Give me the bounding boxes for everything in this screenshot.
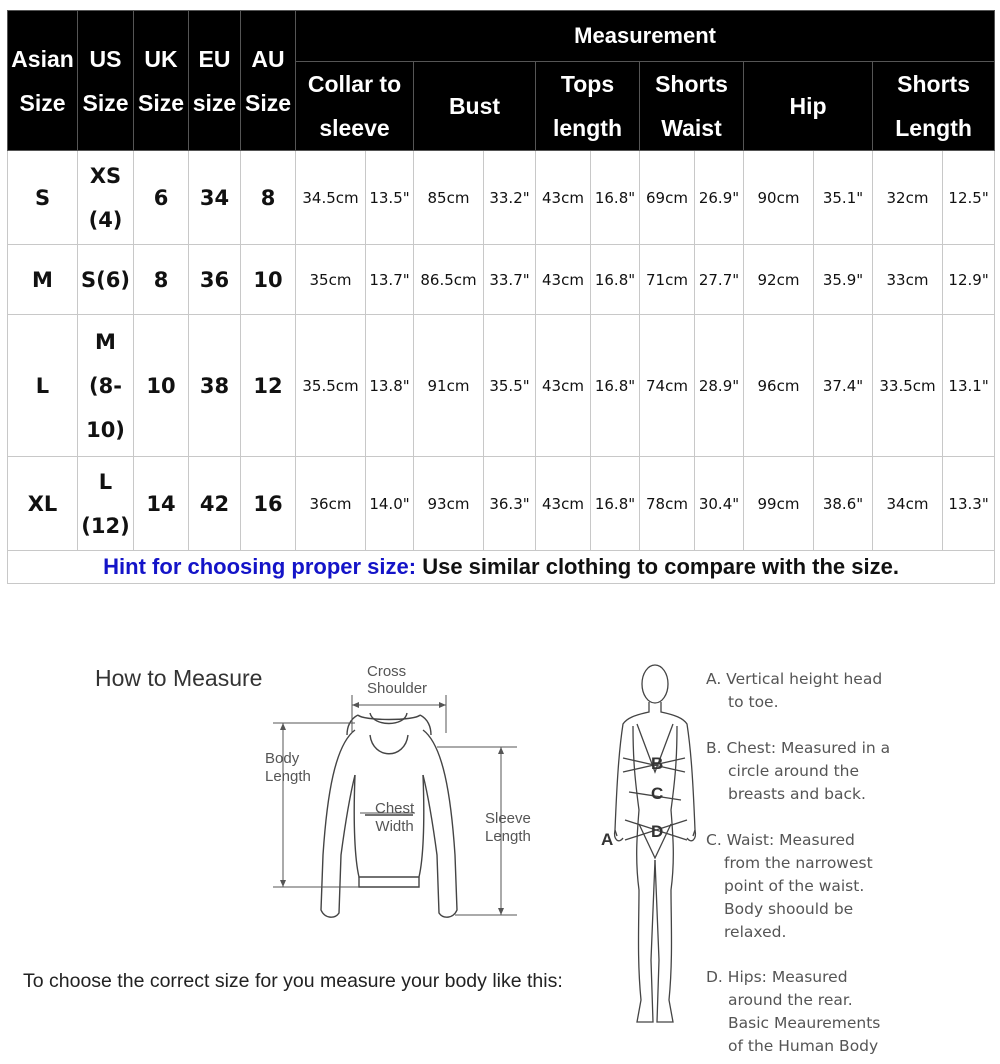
eu-size-cell: 42	[189, 457, 241, 551]
note-c: C. Waist: Measured from the narrowest point of the waist. Body shoould be relaxed.	[706, 831, 873, 941]
label-a: A	[601, 830, 614, 849]
measurement-cell: 35cm	[296, 245, 366, 315]
measurement-cell: 36cm	[296, 457, 366, 551]
size-hint	[8, 551, 995, 584]
shorts-length-header: Shorts Length	[873, 62, 995, 151]
measurement-cell: 13.1"	[943, 315, 995, 457]
measurement-cell: 93cm	[414, 457, 484, 551]
label-d: D	[651, 822, 664, 841]
how-to-measure-title: How to Measure	[95, 665, 263, 691]
note-b: B. Chest: Measured in a circle around the breasts and back.	[706, 739, 891, 803]
uk-size-cell: 10	[134, 315, 189, 457]
measurement-cell: 33cm	[873, 245, 943, 315]
measurement-cell: 99cm	[744, 457, 814, 551]
eu-size-cell: 38	[189, 315, 241, 457]
us-size-cell	[78, 457, 134, 551]
measurement-cell: 35.5cm	[296, 315, 366, 457]
measurement-cell: 16.8"	[591, 245, 640, 315]
measurement-cell: 12.9"	[943, 245, 995, 315]
eu-size-header: EU size	[189, 11, 241, 151]
cross-shoulder-label: Cross Shoulder	[367, 663, 428, 697]
measurement-cell: 35.9"	[814, 245, 873, 315]
hint-label: Hint for choosing proper size:	[103, 554, 417, 579]
us-size-part: 10)	[86, 417, 125, 442]
eu-size-cell: 34	[189, 151, 241, 245]
size-chart-table	[7, 10, 995, 584]
us-size-part: L	[98, 469, 113, 494]
measurement-cell: 13.7"	[366, 245, 414, 315]
measurement-cell: 12.5"	[943, 151, 995, 245]
asian-size-header: Asian Size	[8, 11, 78, 151]
us-size-part: S(6)	[81, 267, 130, 292]
measurement-cell: 13.5"	[366, 151, 414, 245]
hint-text: Use similar clothing to compare with the size.	[416, 554, 899, 579]
sleeve-length-label: Sleeve Length	[485, 810, 531, 845]
measurement-cell: 43cm	[536, 315, 591, 457]
note-d: D. Hips: Measured around the rear. Basic Meaurements of the Human Body	[706, 968, 881, 1055]
us-size-cell	[78, 151, 134, 245]
hip-header: Hip	[744, 62, 873, 151]
measurement-cell: 43cm	[536, 245, 591, 315]
uk-size-cell: 8	[134, 245, 189, 315]
table-row	[8, 151, 995, 245]
measurement-cell: 30.4"	[695, 457, 744, 551]
label-b: B	[651, 754, 664, 773]
measurement-header: Measurement	[296, 11, 995, 62]
measurement-cell: 91cm	[414, 315, 484, 457]
au-size-header: AU Size	[241, 11, 296, 151]
au-size-cell: 10	[241, 245, 296, 315]
eu-size-cell: 36	[189, 245, 241, 315]
measurement-cell: 86.5cm	[414, 245, 484, 315]
asian-size-cell: M	[8, 245, 78, 315]
measurement-cell: 74cm	[640, 315, 695, 457]
au-size-cell: 16	[241, 457, 296, 551]
measurement-cell: 33.2"	[484, 151, 536, 245]
note-a: A. Vertical height head to toe.	[706, 670, 883, 711]
us-size-part: M	[95, 329, 116, 354]
tops-length-header: Tops length	[536, 62, 640, 151]
measurement-cell: 36.3"	[484, 457, 536, 551]
measurement-cell: 71cm	[640, 245, 695, 315]
measurement-cell: 34.5cm	[296, 151, 366, 245]
table-row	[8, 245, 995, 315]
measurement-cell: 90cm	[744, 151, 814, 245]
measurement-cell: 16.8"	[591, 151, 640, 245]
measurement-cell: 35.1"	[814, 151, 873, 245]
body-length-label: Body Length	[265, 750, 311, 785]
us-size-part: (8-	[89, 373, 122, 398]
bust-header: Bust	[414, 62, 536, 151]
measurement-cell: 43cm	[536, 151, 591, 245]
measurement-cell: 96cm	[744, 315, 814, 457]
measurement-cell: 14.0"	[366, 457, 414, 551]
shorts-waist-header: Shorts Waist	[640, 62, 744, 151]
us-size-part: (4)	[88, 207, 123, 232]
measurement-cell: 28.9"	[695, 315, 744, 457]
uk-size-cell: 6	[134, 151, 189, 245]
us-size-header: US Size	[78, 11, 134, 151]
measurement-cell: 27.7"	[695, 245, 744, 315]
measure-instruction: To choose the correct size for you measure your body like this:	[23, 970, 563, 992]
asian-size-cell: XL	[8, 457, 78, 551]
measurement-cell: 35.5"	[484, 315, 536, 457]
measurement-cell: 92cm	[744, 245, 814, 315]
us-size-part: XS	[89, 163, 122, 188]
measurement-cell: 34cm	[873, 457, 943, 551]
asian-size-cell: S	[8, 151, 78, 245]
measurement-cell: 13.8"	[366, 315, 414, 457]
collar-header: Collar to sleeve	[296, 62, 414, 151]
label-c: C	[651, 784, 664, 803]
us-size-part: (12)	[81, 513, 130, 538]
measurement-cell: 13.3"	[943, 457, 995, 551]
measurement-cell: 26.9"	[695, 151, 744, 245]
asian-size-cell: L	[8, 315, 78, 457]
measurement-cell: 16.8"	[591, 457, 640, 551]
table-row	[8, 315, 995, 457]
body-figure	[595, 660, 705, 1040]
measurement-cell: 32cm	[873, 151, 943, 245]
measurement-cell: 69cm	[640, 151, 695, 245]
uk-size-cell: 14	[134, 457, 189, 551]
measurement-cell: 16.8"	[591, 315, 640, 457]
measurement-cell: 78cm	[640, 457, 695, 551]
measurement-cell: 37.4"	[814, 315, 873, 457]
us-size-cell	[78, 315, 134, 457]
us-size-cell	[78, 245, 134, 315]
measurement-cell: 85cm	[414, 151, 484, 245]
au-size-cell: 8	[241, 151, 296, 245]
measurement-cell: 43cm	[536, 457, 591, 551]
measurement-cell: 33.7"	[484, 245, 536, 315]
measurement-cell: 38.6"	[814, 457, 873, 551]
au-size-cell: 12	[241, 315, 296, 457]
uk-size-header: UK Size	[134, 11, 189, 151]
measurement-cell: 33.5cm	[873, 315, 943, 457]
table-row	[8, 457, 995, 551]
chest-width-label: Chest Width	[375, 800, 415, 835]
